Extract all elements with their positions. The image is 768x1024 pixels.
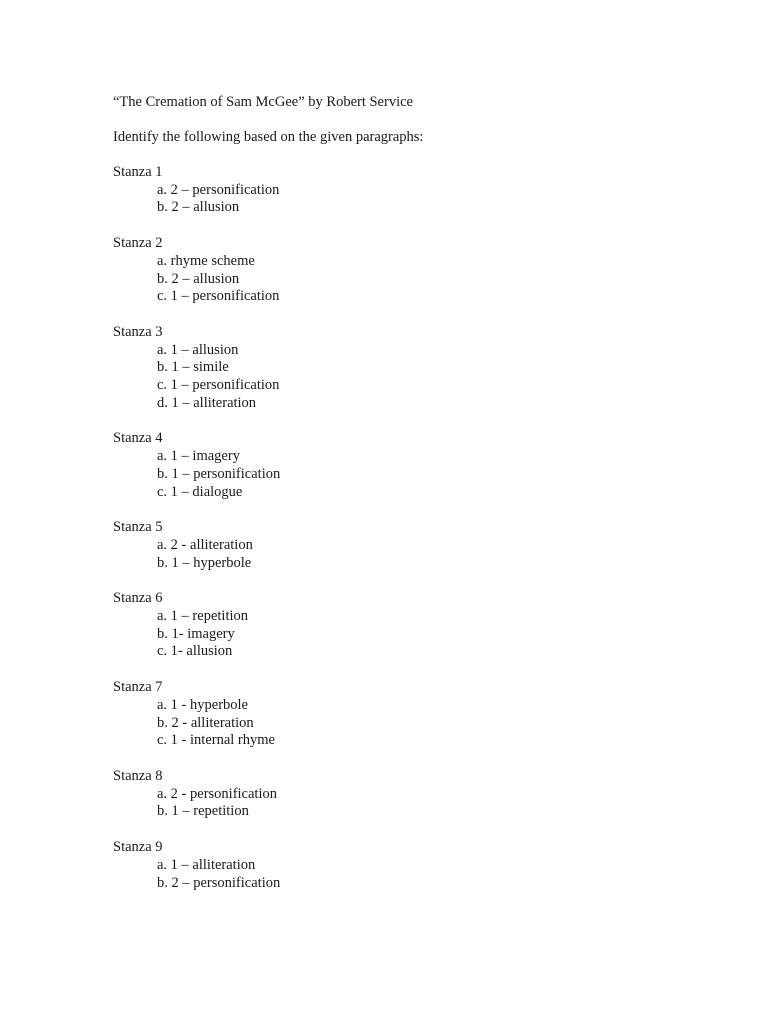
stanza-section <box>113 164 713 217</box>
stanza-heading: Stanza 1 <box>113 164 163 180</box>
stanza-item-list <box>113 608 713 661</box>
stanza-section <box>113 430 713 501</box>
list-item: b. 1 – repetition <box>157 803 249 820</box>
list-item: c. 1 – personification <box>157 288 280 305</box>
list-item: a. 1 – alliteration <box>157 856 256 873</box>
stanza-section <box>113 235 713 306</box>
list-item: b. 2 – allusion <box>157 270 240 287</box>
stanza-heading: Stanza 4 <box>113 430 163 447</box>
list-item: d. 1 – alliteration <box>157 394 257 411</box>
stanza-item-list <box>113 342 713 413</box>
list-item: c. 1 – dialogue <box>157 483 243 500</box>
list-item: a. rhyme scheme <box>157 252 255 269</box>
list-item: a. 2 - personification <box>157 785 277 802</box>
list-item: a. 2 - alliteration <box>157 536 253 553</box>
stanza-section <box>113 679 713 750</box>
list-item: a. 2 – personification <box>157 181 280 198</box>
list-item: c. 1- allusion <box>157 643 233 660</box>
stanza-list <box>113 164 713 892</box>
list-item: b. 1 – simile <box>157 359 229 376</box>
stanza-section <box>113 519 713 572</box>
list-item: b. 2 – allusion <box>157 199 240 216</box>
stanza-item-list <box>113 697 713 750</box>
stanza-section <box>113 324 713 413</box>
list-item: c. 1 - internal rhyme <box>157 732 275 749</box>
instruction-text: Identify the following based on the given paragraphs: <box>113 129 424 145</box>
stanza-item-list <box>113 537 713 572</box>
stanza-item-list <box>113 857 713 892</box>
list-item: a. 1 - hyperbole <box>157 696 248 713</box>
stanza-heading: Stanza 5 <box>113 519 163 536</box>
stanza-section <box>113 590 713 661</box>
list-item: a. 1 – imagery <box>157 448 240 465</box>
stanza-heading: Stanza 3 <box>113 323 163 340</box>
stanza-section <box>113 839 713 892</box>
stanza-section <box>113 768 713 821</box>
stanza-item-list <box>113 786 713 821</box>
list-item: a. 1 – repetition <box>157 608 249 625</box>
list-item: b. 1 – hyperbole <box>157 554 252 571</box>
list-item: b. 2 - alliteration <box>157 714 254 731</box>
list-item: b. 2 – personification <box>157 874 281 891</box>
list-item: c. 1 – personification <box>157 377 280 394</box>
list-item: a. 1 – allusion <box>157 341 239 358</box>
stanza-heading: Stanza 2 <box>113 235 163 252</box>
stanza-item-list <box>113 182 713 217</box>
stanza-heading: Stanza 7 <box>113 679 163 696</box>
list-item: b. 1- imagery <box>157 625 235 642</box>
stanza-item-list <box>113 448 713 501</box>
stanza-heading: Stanza 6 <box>113 590 163 607</box>
list-item: b. 1 – personification <box>157 465 281 482</box>
stanza-heading: Stanza 9 <box>113 839 163 856</box>
stanza-item-list <box>113 253 713 306</box>
document-title: “The Cremation of Sam McGee” by Robert Service <box>113 94 413 110</box>
stanza-heading: Stanza 8 <box>113 767 163 784</box>
document-page <box>113 93 713 892</box>
